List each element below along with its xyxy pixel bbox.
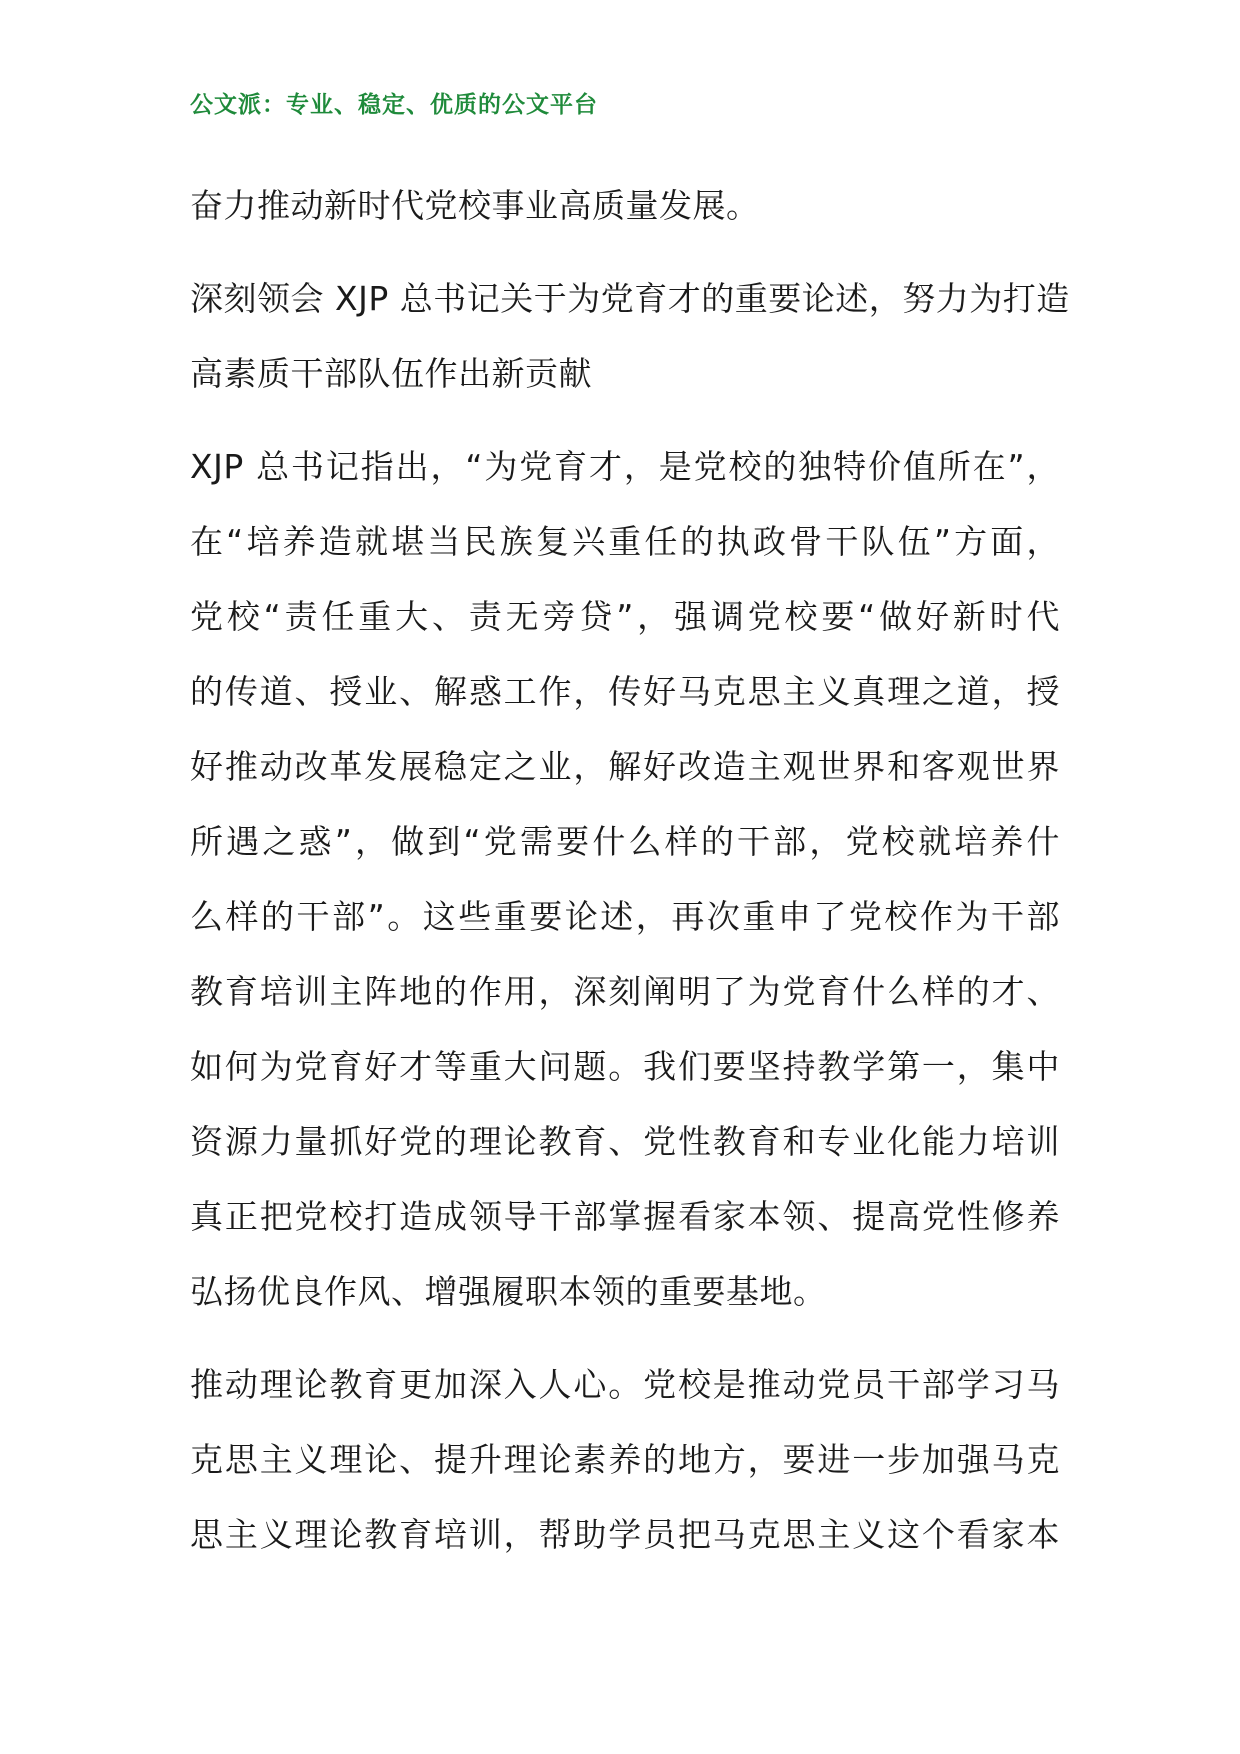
- text-line: 真正把党校打造成领导干部掌握看家本领、提高党性修养: [190, 1197, 1060, 1236]
- text-line: 推动理论教育更加深入人心。党校是推动党员干部学习马: [190, 1365, 1060, 1404]
- text-line: 弘扬优良作风、增强履职本领的重要基地。: [190, 1272, 827, 1311]
- paragraph-main: [190, 429, 1060, 1329]
- document-body: [190, 168, 1070, 1590]
- text-line: 思主义理论教育培训，帮助学员把马克思主义这个看家本: [190, 1515, 1060, 1554]
- text-line: 深刻领会 XJP 总书记关于为党育才的重要论述，努力为打造: [190, 279, 1070, 318]
- text-line: XJP 总书记指出，“为党育才，是党校的独特价值所在”，: [190, 447, 1060, 486]
- text-line: 奋力推动新时代党校事业高质量发展。: [190, 186, 760, 225]
- paragraph-heading: [190, 261, 1070, 411]
- paragraph-theory: [190, 1347, 1060, 1572]
- text-line: 所遇之惑”，做到“党需要什么样的干部，党校就培养什: [190, 822, 1060, 861]
- text-line: 在“培养造就堪当民族复兴重任的执政骨干队伍”方面，: [190, 522, 1060, 561]
- text-line: 克思主义理论、提升理论素养的地方，要进一步加强马克: [190, 1440, 1060, 1479]
- brand-header: 公文派：专业、稳定、优质的公文平台: [190, 92, 598, 118]
- paragraph-intro: [190, 168, 1060, 243]
- text-line: 好推动改革发展稳定之业，解好改造主观世界和客观世界: [190, 747, 1060, 786]
- text-line: 党校“责任重大、责无旁贷”，强调党校要“做好新时代: [190, 597, 1060, 636]
- text-line: 的传道、授业、解惑工作，传好马克思主义真理之道，授: [190, 672, 1060, 711]
- text-line: 么样的干部”。这些重要论述，再次重申了党校作为干部: [190, 897, 1060, 936]
- text-line: 如何为党育好才等重大问题。我们要坚持教学第一，集中: [190, 1047, 1060, 1086]
- text-line: 教育培训主阵地的作用，深刻阐明了为党育什么样的才、: [190, 972, 1060, 1011]
- text-line: 高素质干部队伍作出新贡献: [190, 354, 592, 393]
- text-line: 资源力量抓好党的理论教育、党性教育和专业化能力培训: [190, 1122, 1060, 1161]
